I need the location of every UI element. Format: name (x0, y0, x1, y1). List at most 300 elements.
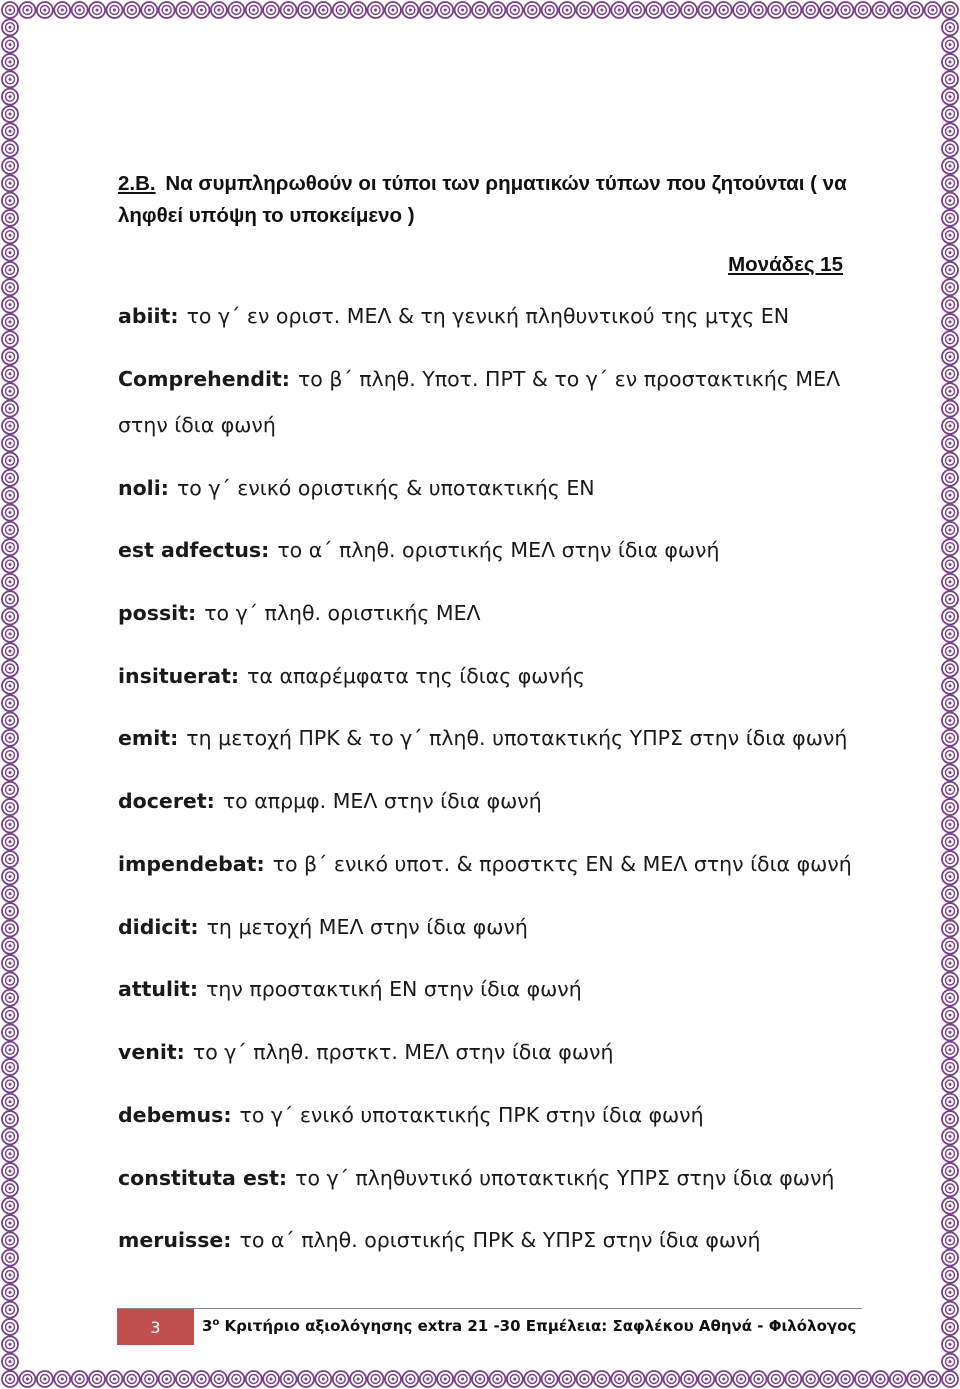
spiral-ornament (2, 903, 18, 919)
spiral-ornament (2, 695, 18, 711)
spiral-ornament (942, 972, 958, 988)
verb-form: noli: (118, 476, 169, 500)
spiral-ornament (2, 470, 18, 486)
spiral-ornament (716, 2, 732, 18)
spiral-ornament (855, 2, 871, 18)
spiral-ornament (37, 1371, 53, 1387)
verb-form: attulit: (118, 977, 199, 1001)
spiral-ornament (350, 1371, 366, 1387)
spiral-ornament (611, 2, 627, 18)
list-item (118, 1226, 761, 1254)
exercise-heading (118, 168, 858, 232)
spiral-ornament (768, 2, 784, 18)
list-item (118, 850, 852, 878)
spiral-ornament (838, 1371, 854, 1387)
spiral-ornament (2, 1336, 18, 1352)
spiral-ornament (542, 1371, 558, 1387)
spiral-ornament (159, 1371, 175, 1387)
spiral-ornament (89, 2, 105, 18)
spiral-ornament (2, 1059, 18, 1075)
footer-divider (117, 1308, 862, 1309)
spiral-ornament (2, 418, 18, 434)
exercise-instruction: Να συμπληρωθούν οι τύποι των ρηματικών τύπων που ζητούνται ( να ληφθεί υπόψη το υποκείμενο ) (118, 172, 847, 227)
spiral-ornament (2, 366, 18, 382)
spiral-ornament (2, 712, 18, 728)
spiral-ornament (2, 54, 18, 70)
points-label: Μονάδες 15 (728, 253, 843, 276)
spiral-ornament (942, 383, 958, 399)
list-item (118, 536, 720, 564)
spiral-ornament (315, 1371, 331, 1387)
spiral-ornament (2, 557, 18, 573)
spiral-ornament (2, 435, 18, 451)
spiral-ornament (942, 89, 958, 105)
spiral-ornament (942, 834, 958, 850)
spiral-ornament (942, 678, 958, 694)
spiral-ornament (2, 574, 18, 590)
exercise-number: 2.B. (118, 172, 156, 195)
spiral-ornament (942, 123, 958, 139)
list-item (118, 787, 542, 815)
spiral-ornament (385, 2, 401, 18)
spiral-ornament (2, 89, 18, 105)
spiral-ornament (298, 2, 314, 18)
spiral-ornament (942, 1128, 958, 1144)
spiral-ornament (942, 782, 958, 798)
spiral-ornament (803, 2, 819, 18)
spiral-ornament (768, 1371, 784, 1387)
spiral-ornament (751, 1371, 767, 1387)
spiral-ornament (2, 1094, 18, 1110)
spiral-ornament (420, 2, 436, 18)
spiral-ornament (2, 279, 18, 295)
spiral-ornament (368, 2, 384, 18)
task-description: το β΄ πληθ. Υποτ. ΠΡΤ & το γ΄ εν προστακτικής ΜΕΛ (297, 367, 841, 391)
spiral-ornament (820, 2, 836, 18)
spiral-ornament (942, 106, 958, 122)
spiral-ornament (611, 1371, 627, 1387)
spiral-ornament (942, 643, 958, 659)
verb-form: Comprehendit: (118, 367, 290, 391)
spiral-ornament (942, 1232, 958, 1248)
spiral-ornament (2, 1284, 18, 1300)
spiral-ornament (2, 1024, 18, 1040)
spiral-ornament (820, 1371, 836, 1387)
spiral-ornament (942, 955, 958, 971)
page-number-box (117, 1309, 194, 1345)
spiral-ornament (2, 730, 18, 746)
spiral-ornament (2, 71, 18, 87)
task-description: το β΄ ενικό υποτ. & προστκτς ΕΝ & ΜΕΛ στην ίδια φωνή (272, 852, 852, 876)
spiral-ornament (629, 2, 645, 18)
spiral-ornament (942, 764, 958, 780)
task-description: το α΄ πληθ. οριστικής ΠΡΚ & ΥΠΡΣ στην ίδια φωνή (239, 1228, 761, 1252)
spiral-ornament (2, 782, 18, 798)
spiral-ornament (942, 175, 958, 191)
spiral-ornament (942, 1042, 958, 1058)
spiral-ornament (455, 2, 471, 18)
spiral-ornament (576, 1371, 592, 1387)
spiral-ornament (646, 2, 662, 18)
task-description: το γ΄ ενικό υποτακτικής ΠΡΚ στην ίδια φωνή (239, 1103, 704, 1127)
spiral-ornament (2, 141, 18, 157)
spiral-ornament (524, 2, 540, 18)
list-item (118, 365, 840, 439)
list-item (118, 724, 847, 752)
spiral-ornament (124, 1371, 140, 1387)
task-description: το απρμφ. ΜΕΛ στην ίδια φωνή (222, 789, 542, 813)
spiral-ornament (141, 2, 157, 18)
spiral-ornament (2, 1302, 18, 1318)
spiral-ornament (942, 539, 958, 555)
spiral-ornament (2, 1146, 18, 1162)
spiral-ornament (751, 2, 767, 18)
spiral-ornament (2, 868, 18, 884)
spiral-ornament (2, 175, 18, 191)
spiral-ornament (333, 1371, 349, 1387)
spiral-ornament (594, 1371, 610, 1387)
spiral-ornament (925, 1371, 941, 1387)
spiral-ornament (2, 19, 18, 35)
spiral-ornament (716, 1371, 732, 1387)
spiral-ornament (942, 712, 958, 728)
spiral-ornament (211, 1371, 227, 1387)
verb-form: impendebat: (118, 852, 265, 876)
spiral-ornament (281, 1371, 297, 1387)
spiral-ornament (942, 435, 958, 451)
spiral-ornament (472, 2, 488, 18)
spiral-ornament (942, 1198, 958, 1214)
verb-form: est adfectus: (118, 538, 270, 562)
spiral-ornament (890, 1371, 906, 1387)
spiral-ornament (681, 1371, 697, 1387)
spiral-ornament (942, 1094, 958, 1110)
spiral-ornament (942, 366, 958, 382)
spiral-ornament (2, 383, 18, 399)
spiral-ornament (872, 2, 888, 18)
spiral-ornament (2, 1111, 18, 1127)
spiral-ornament (942, 747, 958, 763)
spiral-ornament (37, 2, 53, 18)
spiral-ornament (2, 816, 18, 832)
spiral-ornament (2, 539, 18, 555)
spiral-ornament (942, 453, 958, 469)
spiral-ornament (246, 2, 262, 18)
spiral-ornament (333, 2, 349, 18)
spiral-ornament (2, 37, 18, 53)
spiral-ornament (942, 487, 958, 503)
spiral-ornament (2, 349, 18, 365)
spiral-ornament (263, 1371, 279, 1387)
spiral-ornament (2, 1267, 18, 1283)
verb-form: possit: (118, 601, 197, 625)
spiral-ornament (472, 1371, 488, 1387)
spiral-ornament (507, 2, 523, 18)
verb-form: didicit: (118, 915, 199, 939)
spiral-ornament (942, 1371, 958, 1387)
page-footer (117, 1308, 862, 1345)
verb-form: constituta est: (118, 1166, 288, 1190)
spiral-ornament (942, 799, 958, 815)
spiral-ornament (2, 2, 18, 18)
list-item (118, 302, 789, 330)
spiral-ornament (942, 730, 958, 746)
spiral-ornament (785, 2, 801, 18)
list-item (118, 662, 585, 690)
spiral-ornament (2, 401, 18, 417)
spiral-ornament (942, 1336, 958, 1352)
spiral-ornament (942, 1354, 958, 1370)
footer-ordinal: 3 (202, 1317, 213, 1335)
spiral-ornament (942, 695, 958, 711)
spiral-ornament (942, 262, 958, 278)
spiral-ornament (942, 210, 958, 226)
spiral-ornament (2, 747, 18, 763)
spiral-ornament (803, 1371, 819, 1387)
spiral-ornament (2, 505, 18, 521)
spiral-ornament (872, 1371, 888, 1387)
spiral-ornament (72, 2, 88, 18)
spiral-ornament (2, 522, 18, 538)
spiral-ornament (942, 193, 958, 209)
spiral-ornament (2, 487, 18, 503)
spiral-ornament (2, 920, 18, 936)
spiral-ornament (942, 522, 958, 538)
spiral-ornament (942, 314, 958, 330)
spiral-ornament (942, 1302, 958, 1318)
spiral-ornament (2, 609, 18, 625)
spiral-ornament (176, 1371, 192, 1387)
spiral-ornament (542, 2, 558, 18)
spiral-ornament (942, 626, 958, 642)
verb-form: emit: (118, 726, 179, 750)
verb-form: debemus: (118, 1103, 232, 1127)
spiral-ornament (437, 1371, 453, 1387)
spiral-ornament (2, 1076, 18, 1092)
spiral-ornament (942, 868, 958, 884)
spiral-ornament (838, 2, 854, 18)
spiral-ornament (402, 1371, 418, 1387)
task-description: τα απαρέμφατα της ίδιας φωνής (247, 664, 585, 688)
spiral-ornament (942, 1146, 958, 1162)
spiral-ornament (942, 37, 958, 53)
spiral-ornament (942, 245, 958, 261)
spiral-ornament (942, 1284, 958, 1300)
verb-form: venit: (118, 1040, 185, 1064)
footer-text (202, 1317, 856, 1335)
spiral-ornament (2, 886, 18, 902)
spiral-ornament (263, 2, 279, 18)
list-item (118, 1038, 613, 1066)
spiral-ornament (2, 1198, 18, 1214)
spiral-ornament (663, 2, 679, 18)
spiral-ornament (2, 123, 18, 139)
spiral-ornament (2, 106, 18, 122)
spiral-ornament (420, 1371, 436, 1387)
task-description: τη μετοχή ΜΕΛ στην ίδια φωνή (206, 915, 528, 939)
spiral-ornament (2, 1007, 18, 1023)
spiral-ornament (942, 1250, 958, 1266)
spiral-ornament (942, 591, 958, 607)
spiral-ornament (2, 158, 18, 174)
spiral-ornament (942, 816, 958, 832)
spiral-ornament (2, 1180, 18, 1196)
spiral-ornament (942, 886, 958, 902)
spiral-ornament (907, 2, 923, 18)
spiral-ornament (2, 851, 18, 867)
spiral-ornament (141, 1371, 157, 1387)
spiral-ornament (489, 2, 505, 18)
verb-form: insituerat: (118, 664, 240, 688)
spiral-ornament (455, 1371, 471, 1387)
spiral-ornament (942, 331, 958, 347)
list-item (118, 913, 528, 941)
spiral-ornament (281, 2, 297, 18)
spiral-ornament (228, 1371, 244, 1387)
spiral-ornament (942, 574, 958, 590)
spiral-ornament (2, 453, 18, 469)
spiral-ornament (176, 2, 192, 18)
spiral-ornament (124, 2, 140, 18)
spiral-ornament (942, 609, 958, 625)
spiral-ornament (298, 1371, 314, 1387)
spiral-ornament (942, 920, 958, 936)
spiral-ornament (942, 1111, 958, 1127)
footer-title: Κριτήριο αξιολόγησης extra 21 -30 Επμέλεια: Σαφλέκου Αθηνά - Φιλόλογος (224, 1317, 857, 1335)
spiral-ornament (942, 71, 958, 87)
spiral-ornament (733, 2, 749, 18)
spiral-ornament (855, 1371, 871, 1387)
spiral-ornament (72, 1371, 88, 1387)
spiral-ornament (489, 1371, 505, 1387)
spiral-ornament (2, 262, 18, 278)
spiral-ornament (2, 834, 18, 850)
spiral-ornament (629, 1371, 645, 1387)
spiral-ornament (54, 1371, 70, 1387)
spiral-ornament (942, 19, 958, 35)
spiral-ornament (2, 297, 18, 313)
spiral-ornament (594, 2, 610, 18)
spiral-ornament (2, 1354, 18, 1370)
spiral-ornament (19, 2, 35, 18)
spiral-ornament (368, 1371, 384, 1387)
spiral-ornament (681, 2, 697, 18)
spiral-ornament (942, 557, 958, 573)
spiral-ornament (907, 1371, 923, 1387)
spiral-ornament (524, 1371, 540, 1387)
spiral-ornament (159, 2, 175, 18)
verb-form: abiit: (118, 304, 179, 328)
list-item (118, 474, 595, 502)
spiral-ornament (2, 193, 18, 209)
spiral-ornament (193, 2, 209, 18)
task-description: το α΄ πληθ. οριστικής ΜΕΛ στην ίδια φωνή (277, 538, 720, 562)
spiral-ornament (942, 418, 958, 434)
spiral-ornament (2, 990, 18, 1006)
spiral-ornament (246, 1371, 262, 1387)
spiral-ornament (890, 2, 906, 18)
spiral-ornament (942, 1215, 958, 1231)
list-item (118, 975, 582, 1003)
spiral-ornament (2, 1319, 18, 1335)
spiral-ornament (576, 2, 592, 18)
spiral-ornament (2, 1163, 18, 1179)
task-description: το γ΄ εν οριστ. ΜΕΛ & τη γενική πληθυντικού της μτχς ΕΝ (186, 304, 790, 328)
spiral-ornament (2, 331, 18, 347)
spiral-ornament (2, 764, 18, 780)
spiral-ornament (559, 2, 575, 18)
spiral-ornament (2, 245, 18, 261)
spiral-ornament (106, 2, 122, 18)
verb-form: doceret: (118, 789, 215, 813)
task-description: το γ΄ πληθ. οριστικής ΜΕΛ (204, 601, 481, 625)
spiral-ornament (2, 1250, 18, 1266)
spiral-ornament (2, 591, 18, 607)
spiral-ornament (385, 1371, 401, 1387)
spiral-ornament (942, 505, 958, 521)
spiral-ornament (2, 1371, 18, 1387)
spiral-ornament (733, 1371, 749, 1387)
spiral-ornament (942, 349, 958, 365)
task-description: το γ΄ ενικό οριστικής & υποτακτικής ΕΝ (176, 476, 595, 500)
spiral-ornament (646, 1371, 662, 1387)
list-item (118, 1164, 834, 1192)
spiral-ornament (785, 1371, 801, 1387)
spiral-ornament (942, 279, 958, 295)
spiral-ornament (2, 661, 18, 677)
spiral-ornament (942, 661, 958, 677)
spiral-ornament (942, 2, 958, 18)
spiral-ornament (559, 1371, 575, 1387)
spiral-ornament (89, 1371, 105, 1387)
spiral-ornament (2, 678, 18, 694)
spiral-ornament (106, 1371, 122, 1387)
spiral-ornament (2, 643, 18, 659)
spiral-ornament (2, 799, 18, 815)
spiral-ornament (2, 972, 18, 988)
spiral-ornament (2, 1232, 18, 1248)
spiral-ornament (2, 955, 18, 971)
verb-form: meruisse: (118, 1228, 232, 1252)
spiral-ornament (942, 1319, 958, 1335)
task-description: το γ΄ πληθ. πρστκτ. ΜΕΛ στην ίδια φωνή (192, 1040, 614, 1064)
spiral-ornament (942, 1267, 958, 1283)
spiral-ornament (2, 314, 18, 330)
spiral-ornament (942, 297, 958, 313)
footer-ordinal-suffix: ο (212, 1317, 220, 1328)
spiral-ornament (698, 1371, 714, 1387)
task-description: το γ΄ πληθυντικό υποτακτικής ΥΠΡΣ στην ίδια φωνή (295, 1166, 835, 1190)
spiral-ornament (2, 210, 18, 226)
spiral-ornament (942, 1180, 958, 1196)
spiral-ornament (193, 1371, 209, 1387)
spiral-ornament (942, 851, 958, 867)
spiral-ornament (942, 470, 958, 486)
spiral-ornament (437, 2, 453, 18)
spiral-ornament (350, 2, 366, 18)
spiral-ornament (402, 2, 418, 18)
spiral-ornament (211, 2, 227, 18)
spiral-ornament (942, 1163, 958, 1179)
spiral-ornament (942, 158, 958, 174)
task-description: την προστακτική ΕΝ στην ίδια φωνή (206, 977, 582, 1001)
spiral-ornament (942, 1059, 958, 1075)
spiral-ornament (942, 1076, 958, 1092)
spiral-ornament (2, 227, 18, 243)
spiral-ornament (315, 2, 331, 18)
spiral-ornament (2, 938, 18, 954)
spiral-ornament (228, 2, 244, 18)
